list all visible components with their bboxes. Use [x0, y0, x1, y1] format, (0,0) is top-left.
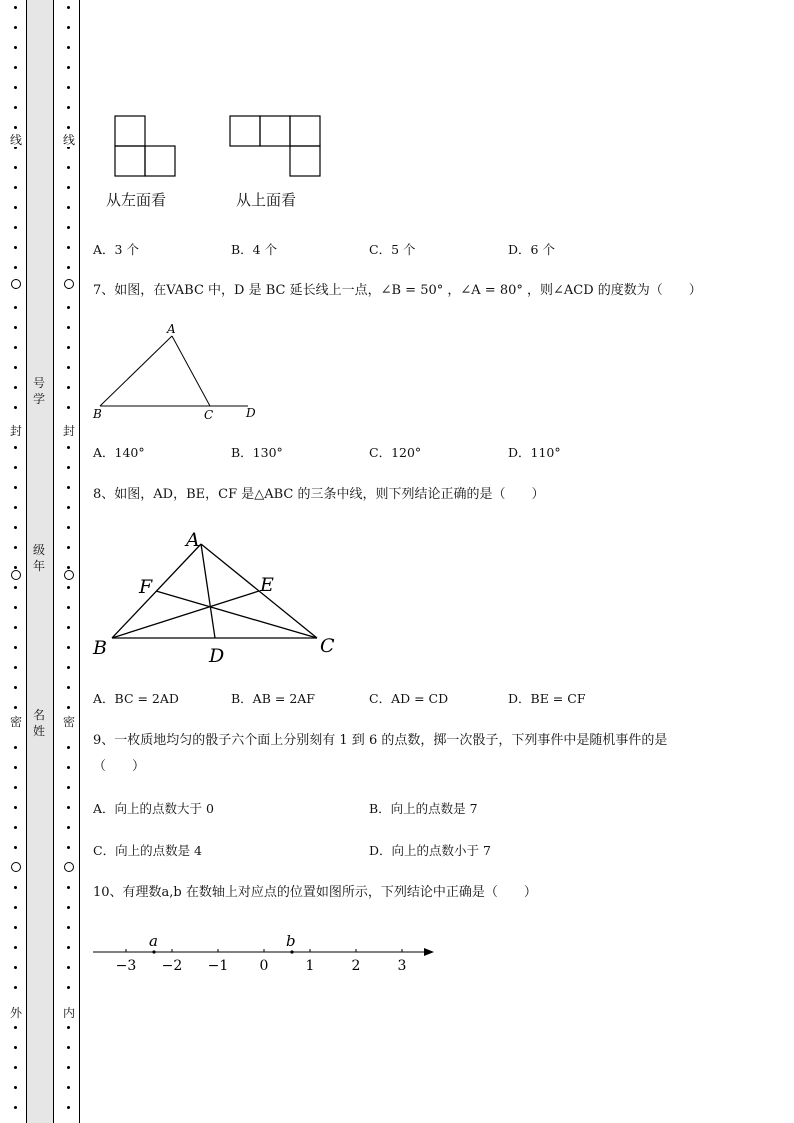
field-label-char: 姓	[32, 724, 45, 738]
q9-option-a: A．向上的点数大于 0	[93, 801, 214, 816]
left-view-squares	[115, 116, 175, 176]
q8-label-a: A	[186, 529, 200, 551]
side-ac	[172, 336, 210, 406]
tick-label: 3	[397, 958, 407, 974]
side-ab	[100, 336, 172, 406]
top-view-square-2	[260, 116, 290, 146]
q8-stem: 8、如图，AD，BE，CF 是△ABC 的三条中线，则下列结论正确的是（ ）	[93, 487, 545, 502]
q9-option-c: C．向上的点数是 4	[93, 843, 202, 858]
q9-option-b: B．向上的点数是 7	[369, 801, 478, 816]
top-view-squares	[230, 116, 320, 176]
q6-option-d: D．6 个	[508, 242, 555, 257]
q7-stem: 7、如图，在VABC 中，D 是 BC 延长线上一点，∠B = 50° ，∠A = 80° ，则∠ACD 的度数为（ ）	[93, 283, 702, 298]
q6-option-a: A．3 个	[93, 242, 139, 257]
tick-label: −1	[207, 958, 229, 974]
q8-option-a: A．BC = 2AD	[93, 691, 179, 706]
tick-label: −3	[115, 958, 137, 974]
q8-label-d: D	[209, 645, 225, 667]
top-view-square-1	[230, 116, 260, 146]
q9-option-d: D．向上的点数小于 7	[369, 843, 491, 858]
field-label-char: 号	[32, 376, 45, 390]
point-b-label: b	[286, 932, 296, 950]
q7-option-d: D．110°	[508, 445, 561, 460]
outer-mark-wai: 外	[9, 1006, 22, 1020]
q9-stem-line2: （ ）	[93, 759, 146, 774]
tick-label: 1	[305, 958, 315, 974]
q7-label-a: A	[167, 322, 176, 336]
q6-option-b: B．4 个	[231, 242, 278, 257]
median-ad	[201, 544, 215, 638]
q7-label-c: C	[204, 408, 214, 422]
q7-triangle-figure	[88, 318, 268, 428]
field-label-char: 名	[32, 708, 45, 722]
q6-option-c: C．5 个	[369, 242, 416, 257]
inner-mark-mi: 密	[62, 715, 75, 729]
tick-label: 2	[351, 958, 361, 974]
top-view-square-3	[290, 116, 320, 146]
outer-mark-mi: 密	[9, 715, 22, 729]
field-label-char: 年	[32, 559, 45, 573]
left-view-square-2	[115, 146, 145, 176]
number-line-arrow	[424, 948, 434, 956]
point-a-dot	[152, 950, 155, 953]
q10-stem: 10、有理数a,b 在数轴上对应点的位置如图所示，下列结论中正确是（ ）	[93, 885, 537, 900]
top-view-square-4	[290, 146, 320, 176]
tick-label: −2	[161, 958, 183, 974]
q9-stem-line1: 9、一枚质地均匀的骰子六个面上分别刻有 1 到 6 的点数，掷一次骰子，下列事件中是随机事件的是	[93, 733, 668, 748]
top-view-caption: 从上面看	[236, 191, 297, 209]
point-b-dot	[290, 950, 293, 953]
q8-label-b: B	[93, 637, 107, 659]
number-line-ticks	[116, 949, 407, 974]
left-view-caption: 从左面看	[106, 191, 167, 209]
field-label-char: 级	[32, 543, 45, 557]
q8-option-b: B．AB = 2AF	[231, 691, 315, 706]
left-view-square-3	[145, 146, 175, 176]
q7-option-b: B．130°	[231, 445, 283, 460]
q8-label-e: E	[260, 574, 274, 596]
tick-label: 0	[259, 958, 269, 974]
outer-mark-feng: 封	[9, 424, 22, 438]
q7-label-d: D	[246, 406, 256, 420]
q7-option-a: A．140°	[93, 445, 145, 460]
outer-mark-xian: 线	[9, 133, 22, 147]
inner-mark-feng: 封	[62, 424, 75, 438]
q8-option-c: C．AD = CD	[369, 691, 449, 706]
point-a-label: a	[149, 932, 158, 950]
field-label-char: 学	[32, 392, 45, 406]
q10-number-line	[88, 928, 448, 978]
q8-label-f: F	[139, 576, 153, 598]
q7-option-c: C．120°	[369, 445, 422, 460]
q8-option-d: D．BE = CF	[508, 691, 586, 706]
inner-mark-xian: 线	[62, 133, 75, 147]
q7-label-b: B	[93, 407, 102, 421]
inner-mark-nei: 内	[62, 1006, 75, 1020]
left-view-square-1	[115, 116, 145, 146]
q8-label-c: C	[320, 635, 335, 657]
q8-medians-figure	[88, 525, 358, 670]
